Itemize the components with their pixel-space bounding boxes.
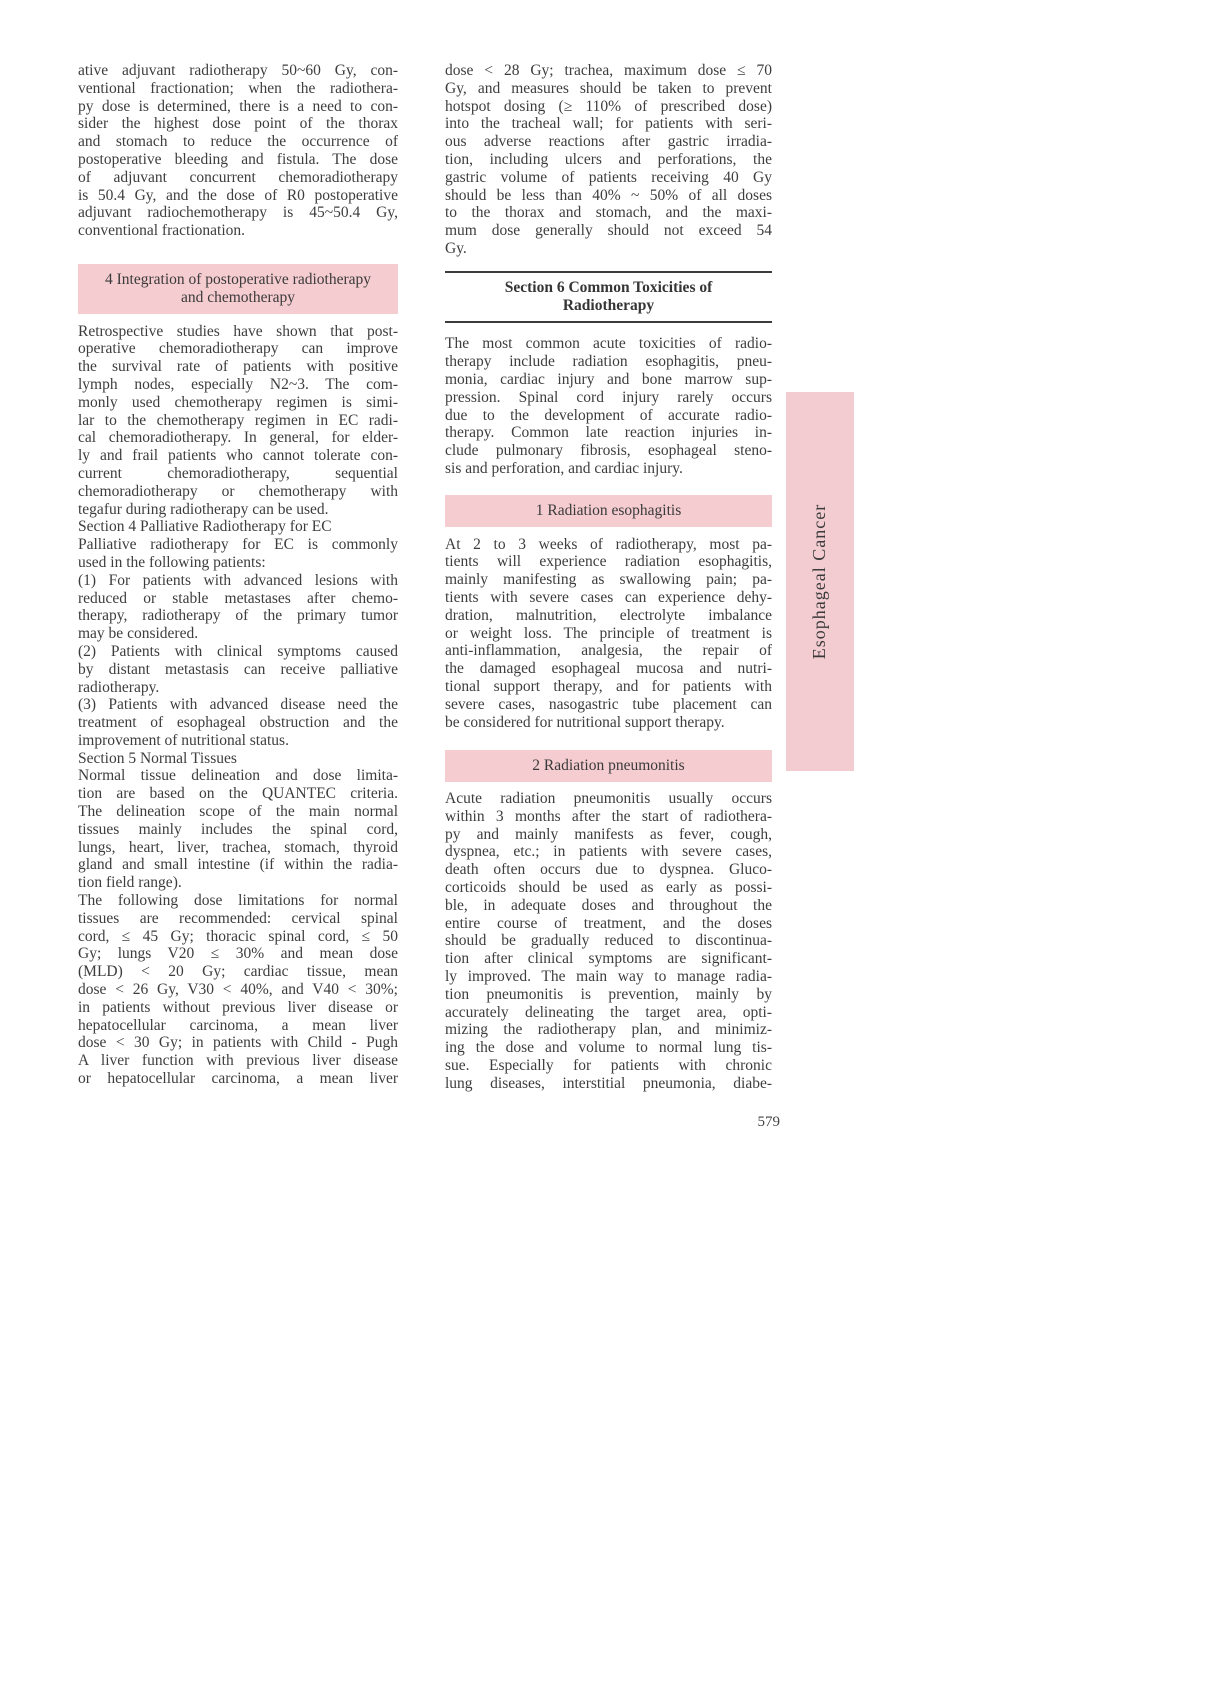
text-line: gastric volume of patients receiving 40 Gy xyxy=(445,168,772,186)
text-line: dose < 26 Gy, V30 < 40%, and V40 < 30%; xyxy=(78,981,398,999)
text-line: ous adverse reactions after gastric irradia- xyxy=(445,133,772,151)
text-line: At 2 to 3 weeks of radiotherapy, most pa- xyxy=(445,535,772,553)
text-line: lung diseases, interstitial pneumonia, diabe- xyxy=(445,1074,772,1092)
text-line: tissues mainly includes the spinal cord, xyxy=(78,820,398,838)
text-line: cord, ≤ 45 Gy; thoracic spinal cord, ≤ 50 xyxy=(78,927,398,945)
toxicities-intro-paragraph xyxy=(445,335,772,477)
text-line: tion are based on the QUANTEC criteria. xyxy=(78,785,398,803)
text-line: py dose is determined, there is a need to con- xyxy=(78,97,398,115)
text-line: Gy, and measures should be taken to prevent xyxy=(445,79,772,97)
text-line: tion, including ulcers and perforations, the xyxy=(445,150,772,168)
text-line: clude pulmonary fibrosis, esophageal steno- xyxy=(445,442,772,460)
text-line: by distant metastasis can receive palliative xyxy=(78,660,398,678)
text-line: or hepatocellular carcinoma, a mean liver xyxy=(78,1070,398,1088)
text-line: or weight loss. The principle of treatment is xyxy=(445,624,772,642)
text-line: ative adjuvant radiotherapy 50~60 Gy, con- xyxy=(78,62,398,79)
text-line: pression. Spinal cord injury rarely occurs xyxy=(445,388,772,406)
side-tab xyxy=(786,392,854,771)
text-line: (2) Patients with clinical symptoms caused xyxy=(78,642,398,660)
text-line: tients will experience radiation esophagitis, xyxy=(445,553,772,571)
text-line: therapy. Common late reaction injuries in- xyxy=(445,424,772,442)
text-line: (1) For patients with advanced lesions with xyxy=(78,571,398,589)
text-line: operative chemoradiotherapy can improve xyxy=(78,340,398,358)
text-line: ing the dose and volume to normal lung tis- xyxy=(445,1039,772,1057)
text-line: lymph nodes, especially N2~3. The com- xyxy=(78,375,398,393)
text-line: hepatocellular carcinoma, a mean liver xyxy=(78,1016,398,1034)
pneumonitis-paragraph xyxy=(445,790,772,1093)
text-line: should be less than 40% ~ 50% of all doses xyxy=(445,186,772,204)
text-line: ventional fractionation; when the radiothera- xyxy=(78,79,398,97)
text-line: accurately delineating the target area, opti- xyxy=(445,1003,772,1021)
header-line: Radiotherapy xyxy=(562,296,655,314)
text-line: severe cases, nasogastric tube placement can xyxy=(445,695,772,713)
header-line: 4 Integration of postoperative radiotherapy xyxy=(105,270,371,288)
text-line: py and mainly manifests as fever, cough, xyxy=(445,825,772,843)
text-line: may be considered. xyxy=(78,625,199,643)
left-main-text xyxy=(78,323,398,1088)
text-line: Gy; lungs V20 ≤ 30% and mean dose xyxy=(78,945,398,963)
text-line: lungs, heart, liver, trachea, stomach, thyroid xyxy=(78,838,398,856)
right-column xyxy=(445,62,772,1093)
page-number: 579 xyxy=(757,1114,780,1130)
text-line: radiotherapy. xyxy=(78,678,160,696)
header-line: Section 6 Common Toxicities of xyxy=(504,278,713,296)
text-line: treatment of esophageal obstruction and the xyxy=(78,714,398,732)
text-line: in patients without previous liver disease or xyxy=(78,998,398,1016)
text-line: (MLD) < 20 Gy; cardiac tissue, mean xyxy=(78,963,398,981)
text-line: and stomach to reduce the occurrence of xyxy=(78,133,398,151)
text-line: corticoids should be used as early as possi- xyxy=(445,879,772,897)
text-line: postoperative bleeding and fistula. The dose xyxy=(78,150,398,168)
text-line: used in the following patients: xyxy=(78,553,266,571)
text-line: lar to the chemotherapy regimen in EC radi- xyxy=(78,411,398,429)
text-line: gland and small intestine (if within the radia- xyxy=(78,856,398,874)
text-line: tegafur during radiotherapy can be used. xyxy=(78,500,329,518)
text-line: death often occurs due to dyspnea. Gluco- xyxy=(445,861,772,879)
text-line: the damaged esophageal mucosa and nutri- xyxy=(445,660,772,678)
text-line: be considered for nutritional support therapy. xyxy=(445,713,725,731)
text-line: The following dose limitations for normal xyxy=(78,892,398,910)
header-line: and chemotherapy xyxy=(180,288,296,306)
text-line: The most common acute toxicities of radio- xyxy=(445,335,772,353)
text-line: tion pneumonitis is prevention, mainly by xyxy=(445,985,772,1003)
text-line: sider the highest dose point of the thorax xyxy=(78,115,398,133)
text-line: tients with severe cases can experience dehy- xyxy=(445,588,772,606)
text-line: sis and perforation, and cardiac injury. xyxy=(445,459,683,477)
text-line: Gy. xyxy=(445,239,467,257)
text-line: reduced or stable metastases after chemo- xyxy=(78,589,398,607)
right-top-paragraph xyxy=(445,62,772,258)
section-header-toxicities xyxy=(445,271,772,324)
text-line: chemoradiotherapy or chemotherapy with xyxy=(78,482,398,500)
text-line: monia, cardiac injury and bone marrow sup- xyxy=(445,370,772,388)
subsection-header-pneumonitis xyxy=(445,750,772,782)
text-line: tissues are recommended: cervical spinal xyxy=(78,909,398,927)
subsection-header-integration xyxy=(78,264,398,314)
text-line: (3) Patients with advanced disease need the xyxy=(78,696,398,714)
text-line: tion field range). xyxy=(78,874,182,892)
text-line: improvement of nutritional status. xyxy=(78,731,289,749)
text-line: hotspot dosing (≥ 110% of prescribed dose) xyxy=(445,97,772,115)
text-line: within 3 months after the start of radiothera- xyxy=(445,807,772,825)
left-top-paragraph xyxy=(78,62,398,240)
text-line: Section 4 Palliative Radiotherapy for EC xyxy=(78,518,332,536)
header-line: 2 Radiation pneumonitis xyxy=(532,757,685,775)
subsection-header-esophagitis xyxy=(445,495,772,527)
text-line: sue. Especially for patients with chronic xyxy=(445,1057,772,1075)
text-line: dyspnea, etc.; in patients with severe cases, xyxy=(445,843,772,861)
text-line: is 50.4 Gy, and the dose of R0 postoperative xyxy=(78,186,398,204)
text-line: mizing the radiotherapy plan, and minimiz- xyxy=(445,1021,772,1039)
text-line: monly used chemotherapy regimen is simi- xyxy=(78,393,398,411)
text-line: adjuvant radiochemotherapy is 45~50.4 Gy, xyxy=(78,204,398,222)
text-line: dration, malnutrition, electrolyte imbalance xyxy=(445,606,772,624)
text-line: entire course of treatment, and the doses xyxy=(445,914,772,932)
text-line: mum dose generally should not exceed 54 xyxy=(445,222,772,240)
text-line: ly improved. The main way to manage radia- xyxy=(445,968,772,986)
text-line: therapy, radiotherapy of the primary tumor xyxy=(78,607,398,625)
text-line: ble, in adequate doses and throughout the xyxy=(445,896,772,914)
text-line: dose < 30 Gy; in patients with Child - Pugh xyxy=(78,1034,398,1052)
text-line: conventional fractionation. xyxy=(78,222,245,240)
text-line: Palliative radiotherapy for EC is commonly xyxy=(78,536,398,554)
text-line: of adjuvant concurrent chemoradiotherapy xyxy=(78,168,398,186)
text-line: dose < 28 Gy; trachea, maximum dose ≤ 70 xyxy=(445,62,772,79)
esophagitis-paragraph xyxy=(445,536,772,732)
text-line: cal chemoradiotherapy. In general, for elder- xyxy=(78,429,398,447)
text-line: Acute radiation pneumonitis usually occurs xyxy=(445,790,772,808)
text-line: mainly manifesting as swallowing pain; pa- xyxy=(445,571,772,589)
text-line: tional support therapy, and for patients with xyxy=(445,677,772,695)
text-line: A liver function with previous liver disease xyxy=(78,1052,398,1070)
text-line: into the tracheal wall; for patients with seri- xyxy=(445,115,772,133)
text-line: ly and frail patients who cannot tolerate con- xyxy=(78,447,398,465)
text-line: due to the development of accurate radio- xyxy=(445,406,772,424)
text-line: the survival rate of patients with positive xyxy=(78,358,398,376)
left-column xyxy=(78,62,398,1088)
text-line: Section 5 Normal Tissues xyxy=(78,749,237,767)
text-line: The delineation scope of the main normal xyxy=(78,803,398,821)
text-line: Normal tissue delineation and dose limita- xyxy=(78,767,398,785)
text-line: tion after clinical symptoms are significant- xyxy=(445,950,772,968)
text-line: therapy include radiation esophagitis, pneu- xyxy=(445,353,772,371)
text-line: to the thorax and stomach, and the maxi- xyxy=(445,204,772,222)
text-line: anti-inflammation, analgesia, the repair of xyxy=(445,642,772,660)
header-line: 1 Radiation esophagitis xyxy=(535,501,682,519)
side-tab-label: Esophageal Cancer xyxy=(809,503,830,660)
text-line: current chemoradiotherapy, sequential xyxy=(78,464,398,482)
text-line: Retrospective studies have shown that post- xyxy=(78,322,398,340)
text-line: should be gradually reduced to discontinua- xyxy=(445,932,772,950)
